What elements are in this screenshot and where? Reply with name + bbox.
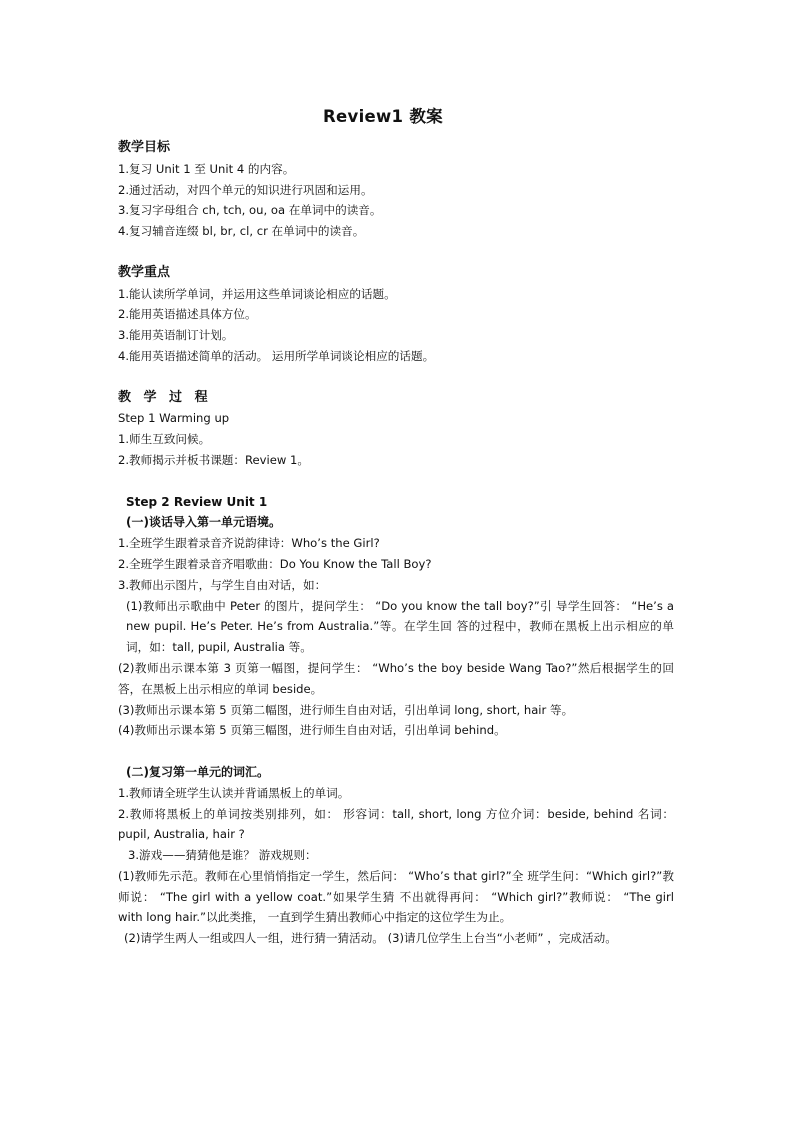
step2-title: Step 2 Review Unit 1 <box>126 494 268 509</box>
part1-sub-item: (3)教师出示课本第 5 页第二幅图，进行师生自由对话，引出单词 long, short, hair 等。 <box>118 702 574 717</box>
step1-title: Step 1 Warming up <box>118 411 230 426</box>
part1-item: 1.全班学生跟着录音齐说韵律诗：Who’s the Girl? <box>118 536 380 551</box>
part2-title: (二)复习第一单元的词汇。 <box>126 764 269 779</box>
key-point-item: 4.能用英语描述简单的活动。 运用所学单词谈论相应的话题。 <box>118 348 435 363</box>
part1-item: 3.教师出示图片，与学生自由对话，如： <box>118 577 327 592</box>
spacer <box>118 471 674 492</box>
page-title: Review1 教案 <box>323 107 443 126</box>
part1-sub-item: (2)教师出示课本第 3 页第一幅图，提问学生： “Who’s the boy beside Wang Tao?”然后根据学生的回答，在黑板上出示相应的单词 beside。 <box>118 660 674 696</box>
part2-item: 3.游戏——猜猜他是谁？ 游戏规则： <box>128 848 317 863</box>
game-rule: (1)教师先示范。教师在心里悄悄指定一学生，然后问： “Who’s that girl?”全 班学生问：“Which girl?”教师说： “The girl with a yellow coat.”如果学生猜 不出就得再问： “Which girl?”教师说： “The girl with long hair.”以此类推， 一直到学生猜出教师心中指定的这位学生为止。 <box>118 868 674 925</box>
document-body <box>118 138 674 949</box>
part1-sub-item: (4)教师出示课本第 5 页第三幅图，进行师生自由对话，引出单词 behind。 <box>118 723 506 738</box>
key-point-item: 2.能用英语描述具体方位。 <box>118 307 257 322</box>
part1-title: (一)谈话导入第一单元语境。 <box>126 515 281 530</box>
key-point-item: 1.能认读所学单词，并运用这些单词谈论相应的话题。 <box>118 286 396 301</box>
process-heading: 教 学 过 程 <box>118 389 212 405</box>
objective-item: 4.复习辅音连缀 bl, br, cl, cr 在单词中的读音。 <box>118 224 365 239</box>
part1-sub-item: (1)教师出示歌曲中 Peter 的图片，提问学生： “Do you know the tall boy?”引 导学生回答： “He’s a new pupil. He’s Peter. He’s from Australia.”等。在学生回 答的过程中，教师在黑板上出示相应的单词，如：tall, pupil, Australia 等。 <box>126 598 674 655</box>
part1-item: 2.全班学生跟着录音齐唱歌曲：Do You Know the Tall Boy? <box>118 556 432 571</box>
game-rule: (2)请学生两人一组或四人一组，进行猜一猜活动。 (3)请几位学生上台当“小老师” ，完成活动。 <box>124 931 617 946</box>
part2-item: 1.教师请全班学生认读并背诵黑板上的单词。 <box>118 785 350 800</box>
step1-item: 2.教师揭示并板书课题：Review 1。 <box>118 452 310 467</box>
key-point-item: 3.能用英语制订计划。 <box>118 328 234 343</box>
objective-item: 3.复习字母组合 ch, tch, ou, oa 在单词中的读音。 <box>118 203 382 218</box>
spacer <box>118 741 674 762</box>
spacer <box>118 242 674 263</box>
objective-item: 1.复习 Unit 1 至 Unit 4 的内容。 <box>118 161 295 176</box>
objectives-heading: 教学目标 <box>118 140 171 155</box>
objective-item: 2.通过活动，对四个单元的知识进行巩固和运用。 <box>118 182 373 197</box>
part2-item: 2.教师将黑板上的单词按类别排列，如： 形容词：tall, short, long 方位介词：beside, behind 名词：pupil, Australia, hair ? <box>118 806 674 842</box>
spacer <box>118 367 674 388</box>
step1-item: 1.师生互致问候。 <box>118 432 211 447</box>
key-points-heading: 教学重点 <box>118 264 171 280</box>
